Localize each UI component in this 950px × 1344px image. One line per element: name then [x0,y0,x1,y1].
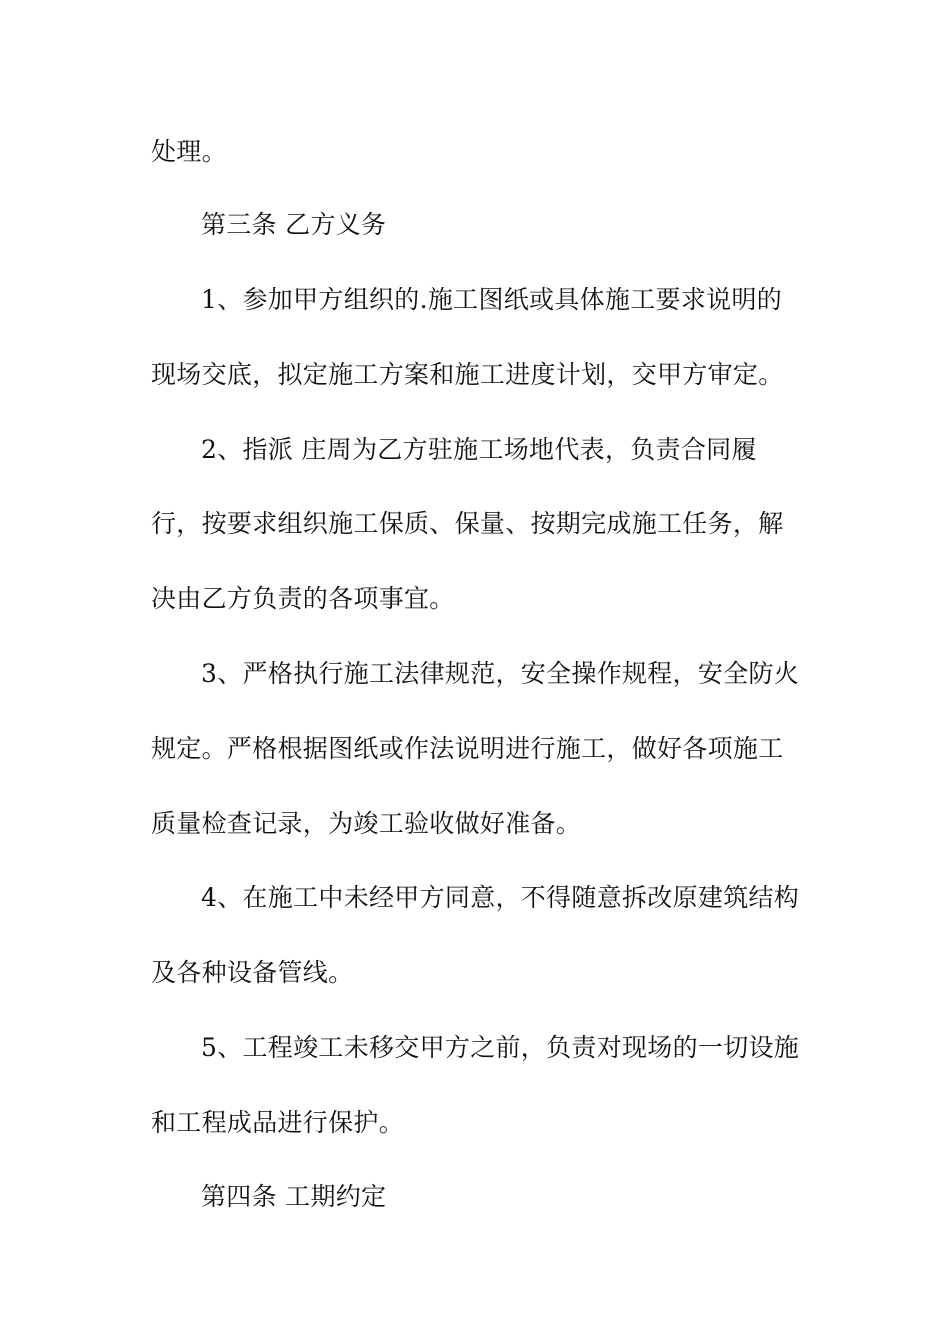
paragraph-line: 现场交底，拟定施工方案和施工进度计划，交甲方审定。 [151,360,784,389]
paragraph-line: 质量检查记录，为竣工验收做好准备。 [151,809,582,838]
paragraph-line: 2、指派 庄周为乙方驻施工场地代表，负责合同履 [201,435,757,464]
article-heading: 第三条 乙方义务 [201,210,387,239]
paragraph-line: 和工程成品进行保护。 [151,1108,405,1137]
paragraph-line: 1、参加甲方组织的.施工图纸或具体施工要求说明的 [201,285,783,314]
paragraph-line: 5、工程竣工未移交甲方之前，负责对现场的一切设施 [201,1033,800,1062]
paragraph-line: 4、在施工中未经甲方同意，不得随意拆改原建筑结构 [201,883,800,912]
paragraph-line: 3、严格执行施工法律规范，安全操作规程，安全防火 [201,659,800,688]
paragraph-line: 及各种设备管线。 [151,958,354,987]
paragraph-line: 行，按要求组织施工保质、保量、按期完成施工任务，解 [151,509,784,538]
paragraph-line: 决由乙方负责的各项事宜。 [151,584,455,613]
paragraph-line: 规定。严格根据图纸或作法说明进行施工，做好各项施工 [151,734,784,763]
article-heading: 第四条 工期约定 [201,1182,387,1211]
paragraph-line: 处理。 [151,137,227,166]
